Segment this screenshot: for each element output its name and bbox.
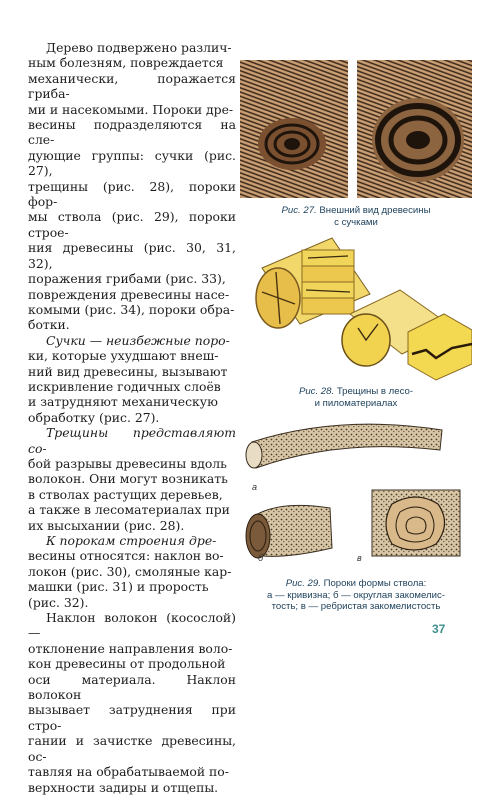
figure-29-caption [240, 578, 472, 613]
line: Дерево подвержено различ- [46, 40, 232, 55]
line: ния древесины (рис. 30, 31, 32), [28, 240, 236, 271]
line: локон (рис. 30), смоляные кар- [28, 563, 232, 579]
body-text-column [28, 40, 236, 795]
paragraph-intro [28, 40, 236, 333]
line: ным болезням, повреждается [28, 55, 224, 71]
line: их высыхании (рис. 28). [28, 517, 185, 533]
paragraph-grain-slope [28, 610, 236, 795]
figure-27-caption [240, 205, 472, 228]
caption-text: с сучками [334, 216, 378, 228]
line: гании и зачистке древесины, ос- [28, 733, 236, 764]
ribbed-butt-log [372, 490, 460, 556]
line: (рис. 32). [28, 594, 89, 610]
caption-text: и пиломатериалах [314, 397, 398, 409]
line: оси материала. Наклон волокон [28, 671, 236, 703]
lumber-stack [302, 250, 354, 314]
figure-27-knot-photos [240, 60, 472, 198]
paragraph-knots [28, 333, 236, 425]
figure-28-caption [240, 386, 472, 409]
figure-29-label-v: в [357, 553, 362, 563]
line: верхности задиры и отщепы. [28, 779, 219, 795]
line: дующие группы: сучки (рис. 27), [28, 147, 236, 179]
line: весины подразделяются на сле- [28, 117, 236, 148]
rounded-butt-log [246, 505, 332, 558]
caption-text: Внешний вид древесины [319, 205, 431, 216]
caption-text: Пороки формы ствола: [323, 578, 427, 589]
line: весины относятся: наклон во- [28, 548, 224, 564]
line: тавляя на обрабатываемой по- [28, 764, 229, 780]
line: вызывает затруднения при стро- [28, 702, 236, 733]
figure-28-cracks-illustration [240, 232, 472, 382]
line: волокон. Они могут возникать [28, 471, 228, 487]
figure-29-trunk-shape-defects [240, 408, 472, 568]
paragraph-structure [28, 533, 236, 610]
caption-text: Трещины в лесо- [336, 386, 414, 397]
page-number: 37 [432, 622, 446, 636]
figure-29-label-b: б [258, 553, 264, 563]
line: механически, поражается гриба- [28, 70, 236, 102]
line: бой разрывы древесины вдоль [28, 455, 227, 471]
line: трещины (рис. 28), пороки фор- [28, 178, 236, 210]
line: обработку (рис. 27). [28, 409, 160, 425]
caption-lead: Рис. 28. [298, 386, 335, 397]
line: ми и насекомыми. Пороки дре- [28, 101, 234, 117]
line: ботки. [28, 317, 70, 333]
line: Сучки — неизбежные поро- [46, 332, 230, 348]
knot-photo-right [357, 60, 472, 198]
line: повреждения древесины насе- [28, 286, 230, 302]
line: машки (рис. 31) и прорость [28, 579, 209, 595]
line: а также в лесоматериалах при [28, 502, 230, 518]
caption-text: тость; в — ребристая закомелистость [271, 601, 441, 612]
curved-trunk [246, 424, 442, 468]
caption-text: а — кривизна; б — округлая закомелис- [267, 589, 445, 601]
paragraph-cracks [28, 425, 236, 533]
caption-lead: Рис. 27. [281, 205, 317, 216]
line: Наклон волокон (косослой) — [28, 610, 236, 641]
line: в стволах растущих деревьев, [28, 486, 223, 502]
knot-photo-left [240, 60, 348, 198]
line: ний вид древесины, вызывают [28, 363, 228, 379]
line: отклонение направления воло- [28, 640, 233, 656]
line: ки, которые ухудшают внеш- [28, 348, 219, 364]
line: мы ствола (рис. 29), пороки строе- [28, 209, 236, 240]
line: Трещины представляют со- [28, 425, 236, 456]
line: К порокам строения дре- [46, 533, 217, 548]
line: комыми (рис. 34), пороки обра- [28, 301, 235, 317]
line: поражения грибами (рис. 33), [28, 271, 226, 287]
line: кон древесины от продольной [28, 656, 226, 672]
line: и затрудняют механическую [28, 394, 218, 410]
caption-lead: Рис. 29. [285, 578, 321, 589]
line: искривление годичных слоёв [28, 378, 221, 394]
figure-29-label-a: а [252, 482, 258, 492]
